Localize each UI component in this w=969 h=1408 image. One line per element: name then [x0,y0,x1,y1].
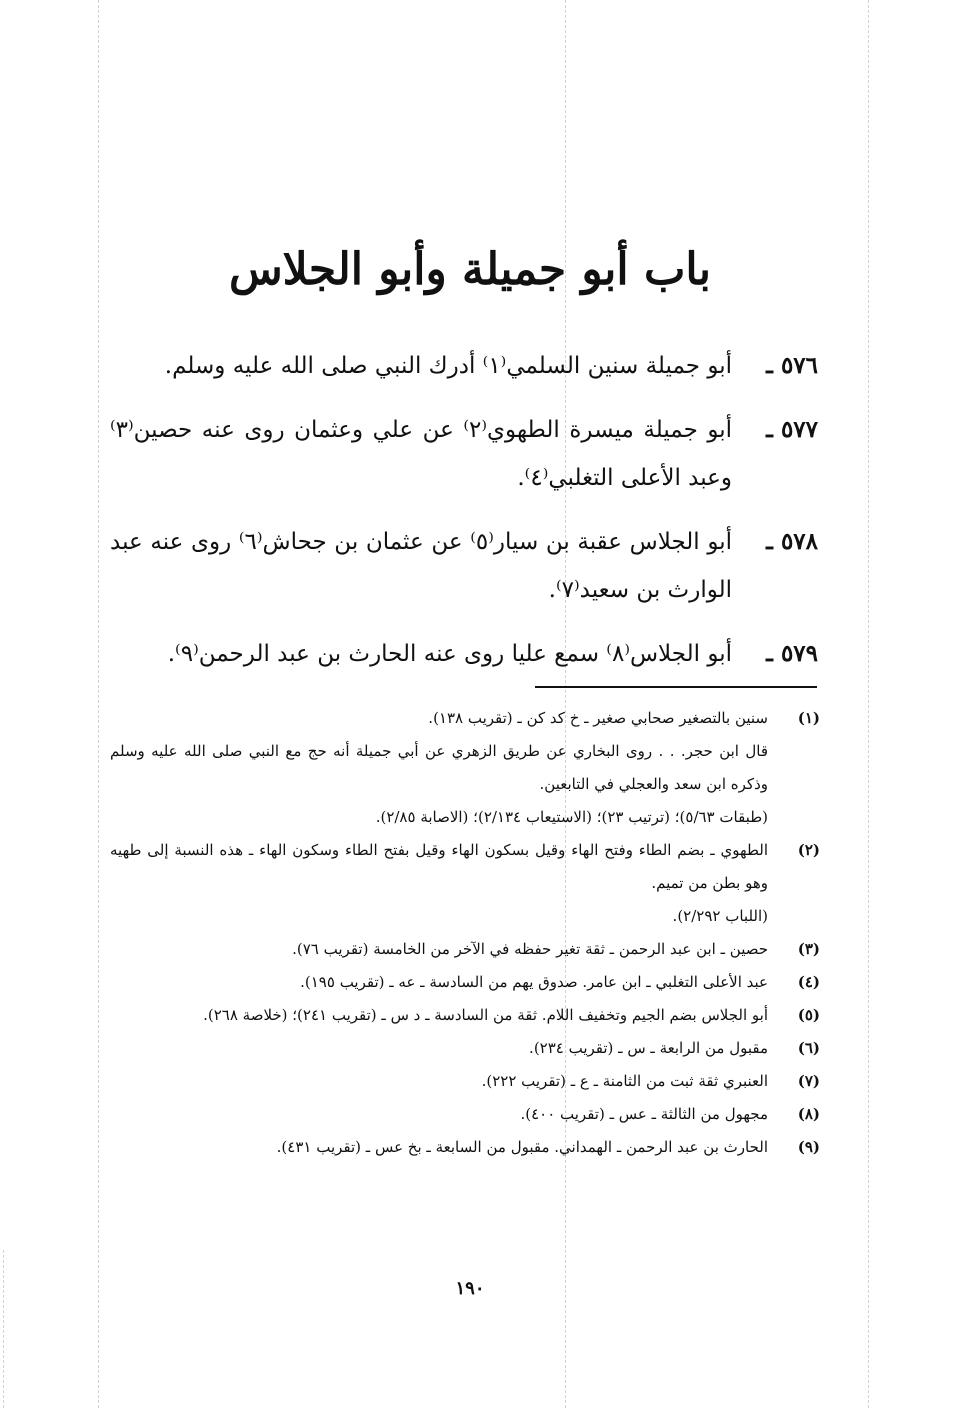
footnotes-list [110,702,820,1164]
entry-text: أبو جميلة سنين السلمي⁽١⁾ أدرك النبي صلى الله عليه وسلم. [164,353,732,379]
footnote-number: (٨) [797,1105,820,1123]
scan-artifact-line [3,1250,4,1408]
footnote-line: العنبري ثقة ثبت من الثامنة ـ ع ـ (تقريب ٢٢٢). [481,1072,768,1090]
footnote-body [110,966,768,999]
entry-text: أبو الجلاس عقبة بن سيار⁽٥⁾ عن عثمان بن جحاش⁽٦⁾ روى عنه عبد الوارث بن سعيد⁽٧⁾. [110,529,733,603]
entry-text: أبو الجلاس⁽٨⁾ سمع عليا روى عنه الحارث بن عبد الرحمن⁽٩⁾. [167,641,732,667]
footnote-body [110,1098,768,1131]
footnote-line: عبد الأعلى التغلبي ـ ابن عامر. صدوق يهم من السادسة ـ عه ـ (تقريب ١٩٥). [300,973,768,991]
footnote-item [110,702,820,834]
entry-number: ٥٧٦ [780,352,818,379]
footnote-item [110,1098,820,1131]
footnote-number: (٢) [797,841,820,859]
footnote-body [110,933,768,966]
entry-number: ٥٧٧ [780,416,818,443]
entries-list [110,342,818,694]
footnote-line: مجهول من الثالثة ـ عس ـ (تقريب ٤٠٠). [520,1105,768,1123]
scan-artifact-line [868,0,869,1408]
entry-number-wrap [732,518,818,566]
entry-number: ٥٧٩ [780,640,818,667]
footnote-item [110,933,820,966]
footnote-line: (طبقات ٥/٦٣)؛ (ترتيب ٢٣)؛ (الاستيعاب ٢/١٣٤)؛ (الاصابة ٢/٨٥). [375,808,768,826]
footnote-number: (١) [797,709,820,727]
entry-dash: ـ [766,416,773,443]
page-number: ١٩٠ [455,1278,485,1299]
footnote-divider [535,686,817,688]
footnote-line: حصين ـ ابن عبد الرحمن ـ ثقة تغير حفظه في الآخر من الخامسة (تقريب ٧٦). [292,940,768,958]
footnote-body [110,834,768,933]
footnote-number: (٥) [797,1006,820,1024]
footnote-item [110,966,820,999]
entry-item [110,630,818,678]
footnote-body [110,1131,768,1164]
footnote-line: سنين بالتصغير صحابي صغير ـ خ كد كن ـ (تقريب ١٣٨). [428,709,768,727]
footnote-item [110,834,820,933]
footnote-number: (٩) [797,1138,820,1156]
footnote-number: (٣) [797,940,820,958]
footnote-line: مقبول من الرابعة ـ س ـ (تقريب ٢٣٤). [529,1039,768,1057]
footnote-item [110,1032,820,1065]
entry-item [110,406,818,502]
footnote-number: (٧) [797,1072,820,1090]
footnote-body [110,1032,768,1065]
entry-number: ٥٧٨ [780,528,818,555]
entry-text: أبو جميلة ميسرة الطهوي⁽٢⁾ عن علي وعثمان روى عنه حصين⁽٣⁾ وعبد الأعلى التغلبي⁽٤⁾. [110,417,732,491]
footnote-line: قال ابن حجر. . . روى البخاري عن طريق الزهري عن أبي جميلة أنه حج مع النبي صلى الله عليه وسلم وذكره ابن سعد والعجلي في التابعين. [110,742,768,793]
entry-number-wrap [732,406,818,454]
entry-number-wrap [732,342,818,390]
footnote-body [110,702,768,834]
entry-item [110,342,818,390]
footnote-body [110,999,768,1032]
footnote-number: (٤) [797,973,820,991]
entry-dash: ـ [766,640,773,667]
footnote-item [110,999,820,1032]
scan-artifact-line [98,0,99,1408]
entry-dash: ـ [766,528,773,555]
footnote-item [110,1131,820,1164]
footnote-line: (اللباب ٢/٢٩٢). [672,907,768,925]
footnote-line: الحارث بن عبد الرحمن ـ الهمداني. مقبول من السابعة ـ بخ عس ـ (تقريب ٤٣١). [276,1138,768,1156]
entry-number-wrap [732,630,818,678]
footnote-line: الطهوي ـ بضم الطاء وفتح الهاء وقيل بسكون الهاء وقيل بفتح الطاء وسكون الهاء ـ هذه النسبة إلى طهيه وهو بطن من تميم. [110,841,768,892]
footnote-body [110,1065,768,1098]
chapter-title: باب أبو جميلة وأبو الجلاس [228,244,712,295]
footnote-number: (٦) [797,1039,820,1057]
footnote-line: أبو الجلاس بضم الجيم وتخفيف اللام. ثقة من السادسة ـ د س ـ (تقريب ٢٤١)؛ (خلاصة ٢٦٨). [203,1006,768,1024]
footnote-item [110,1065,820,1098]
entry-item [110,518,818,614]
entry-dash: ـ [766,352,773,379]
